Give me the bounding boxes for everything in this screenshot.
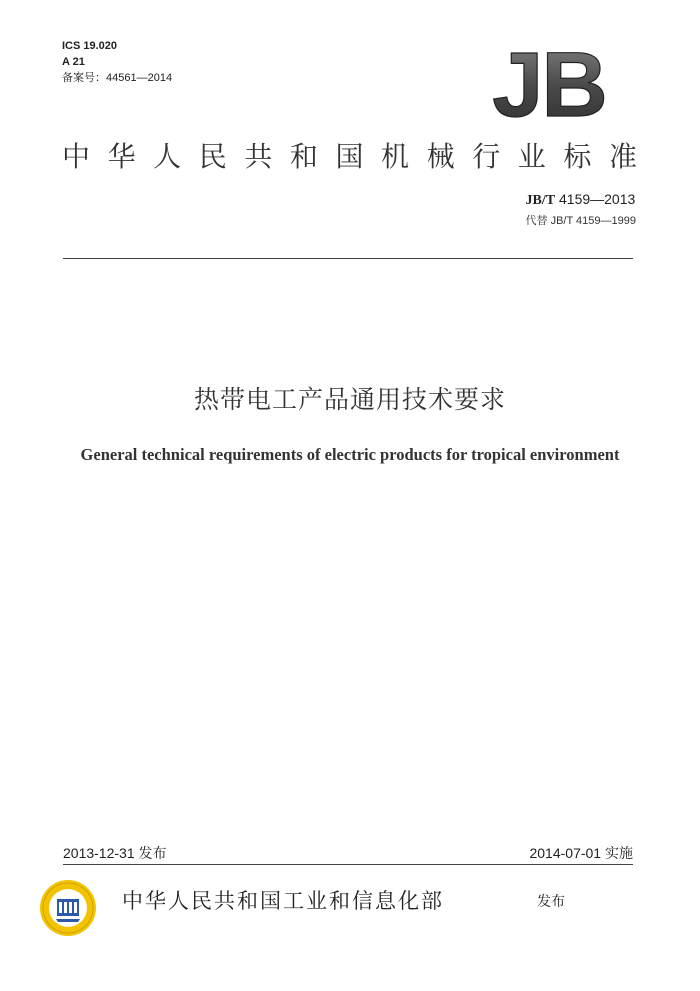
effective-date: 2014-07-01 实施	[529, 845, 633, 861]
org-title-char: 械	[426, 140, 455, 173]
org-title-char: 人	[153, 140, 182, 173]
org-title	[62, 135, 637, 175]
issuer-suffix: 发布	[537, 894, 565, 910]
org-title-char: 共	[244, 140, 273, 173]
org-title-char: 业	[517, 140, 546, 173]
jb-logo-text: JB	[492, 46, 606, 124]
org-title-char: 华	[107, 140, 136, 173]
standard-number-block	[526, 191, 636, 228]
bottom-divider	[63, 864, 633, 865]
org-title-char: 中	[62, 140, 91, 173]
top-divider	[63, 258, 633, 259]
org-title-char: 标	[563, 140, 592, 173]
title-chinese: 热带电工产品通用技术要求	[193, 385, 506, 414]
standard-code: 4159—2013	[555, 191, 636, 207]
publish-date: 2013-12-31 发布	[63, 845, 167, 861]
classification-block	[62, 38, 172, 86]
org-title-char: 民	[198, 140, 227, 173]
standard-number	[526, 191, 636, 209]
org-title-char: 准	[608, 140, 637, 173]
org-title-char: 机	[381, 140, 410, 173]
org-title-char: 国	[335, 140, 364, 173]
class-code: A 21	[62, 56, 85, 68]
filing-number: 备案号：44561—2014	[62, 72, 173, 84]
issuing-authority: 中华人民共和国工业和信息化部	[122, 889, 444, 913]
title-english: General technical requirements of electric products for tropical environment	[80, 445, 620, 464]
ics-code: ICS 19.020	[62, 40, 118, 52]
ministry-emblem-icon	[38, 878, 98, 938]
standard-prefix: JB/T	[525, 193, 556, 208]
org-title-char: 行	[472, 140, 501, 173]
jb-logo	[468, 46, 630, 124]
replaces-standard: 代替 JB/T 4159—1999	[525, 215, 636, 227]
org-title-char: 和	[289, 140, 318, 173]
